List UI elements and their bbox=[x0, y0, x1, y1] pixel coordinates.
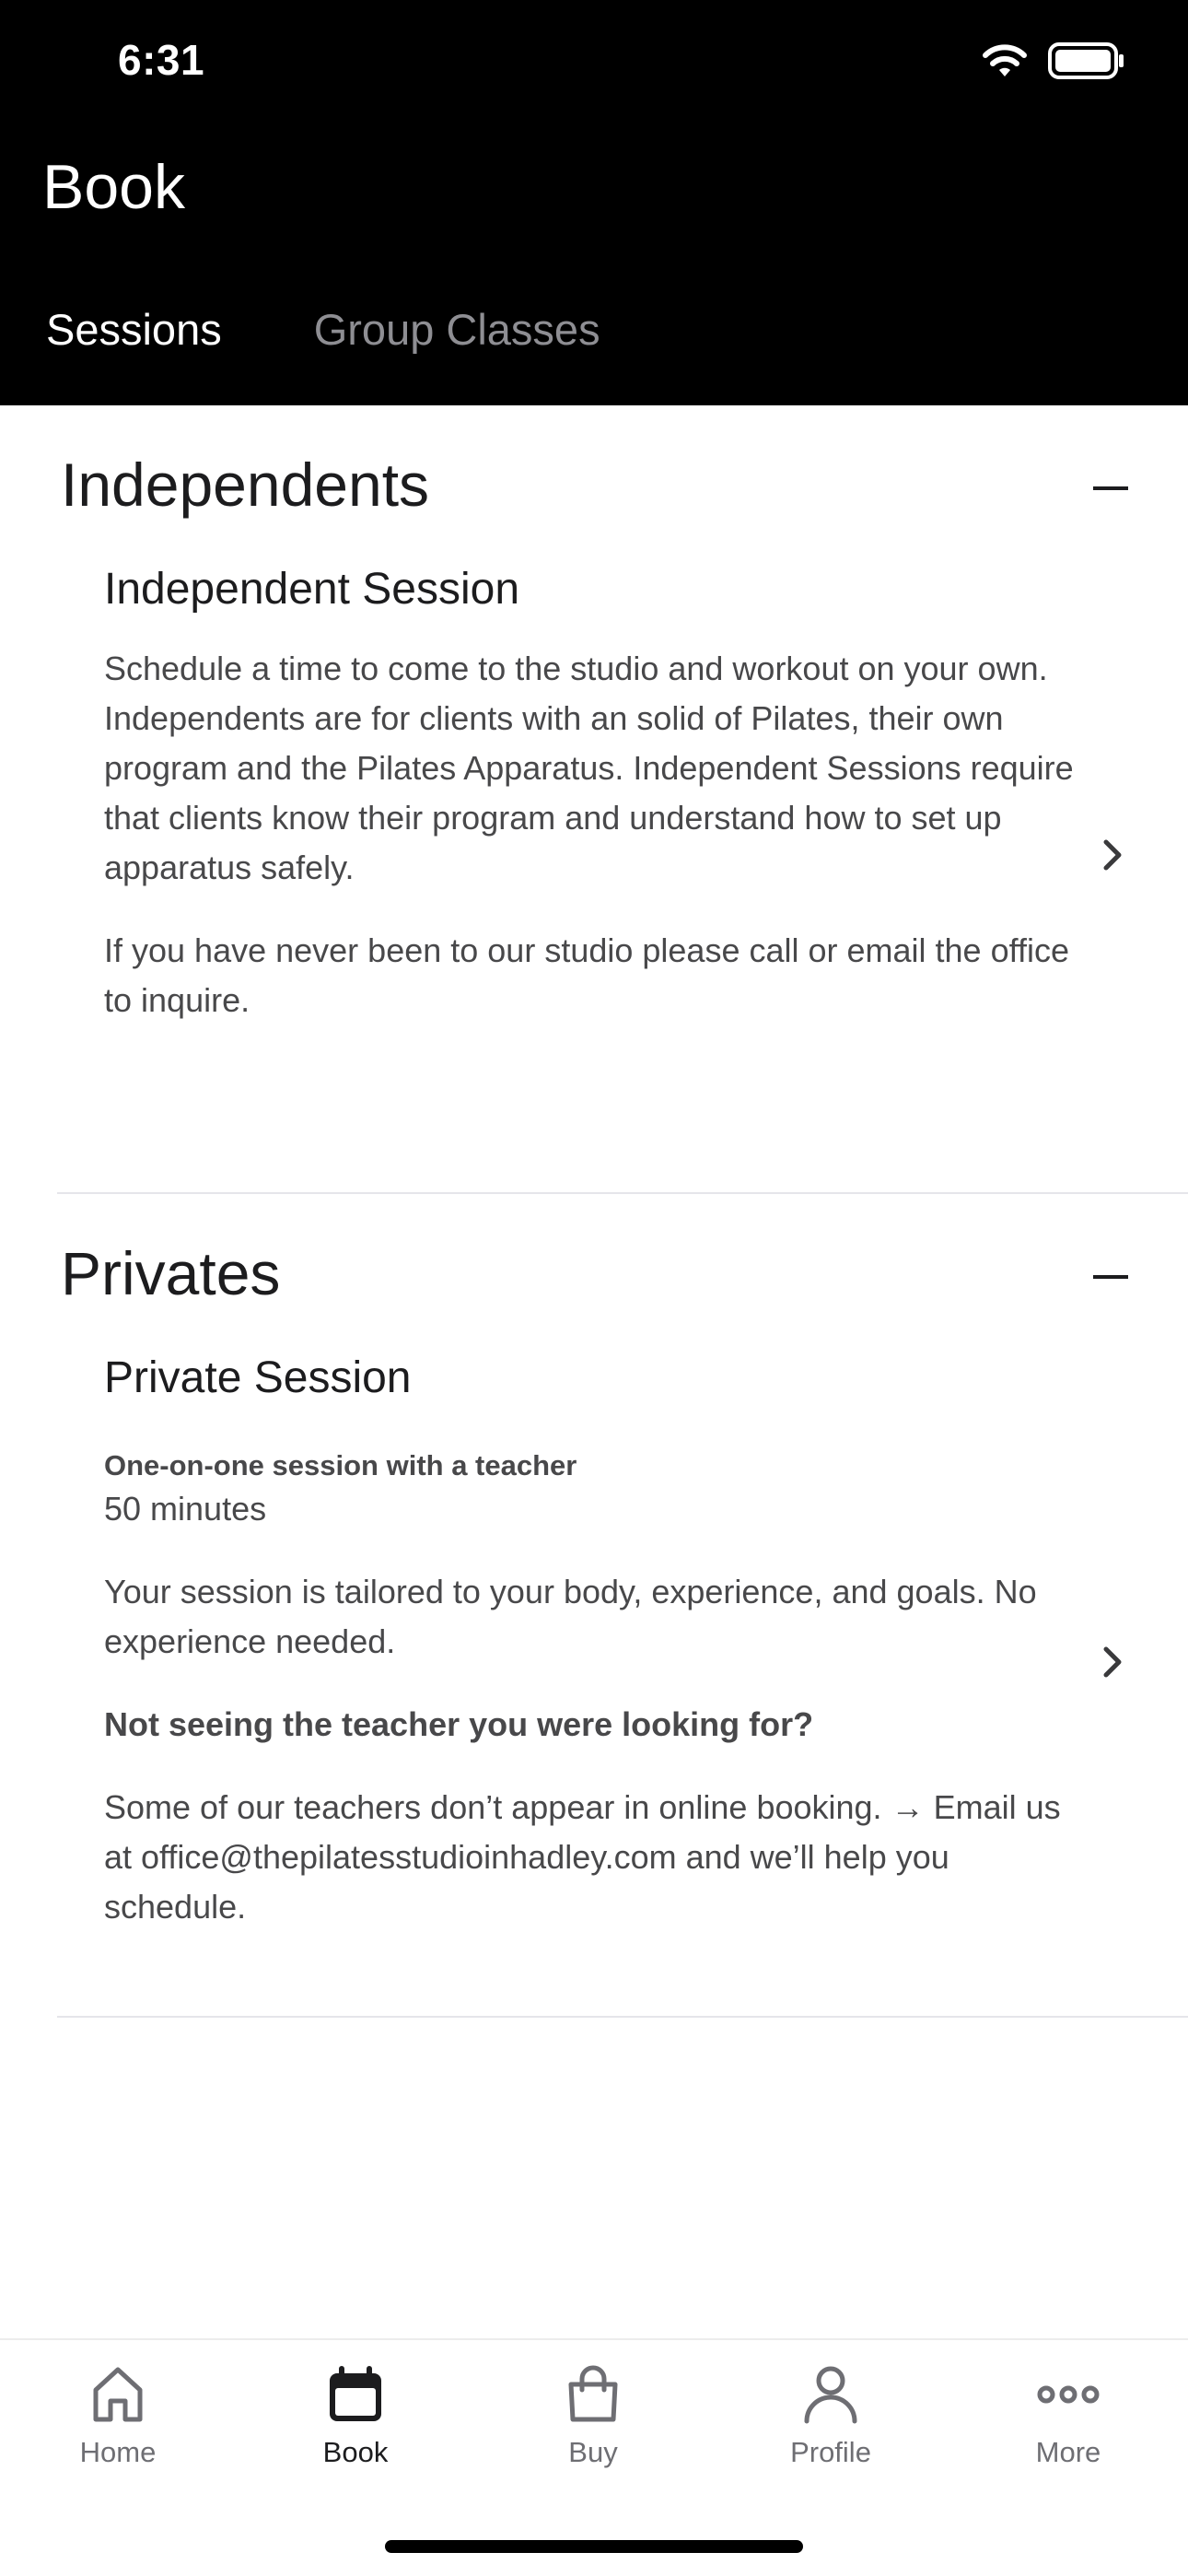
tab-label: Profile bbox=[790, 2436, 871, 2468]
contact-text: Some of our teachers don’t appear in online booking. → Email us at office@thepilatesstudioinhadley.com and we’ll help you schedule. bbox=[104, 1788, 1061, 1926]
collapse-icon[interactable] bbox=[1093, 486, 1128, 490]
more-icon bbox=[985, 2364, 1151, 2425]
tab-label: Home bbox=[79, 2436, 157, 2468]
card-title: Private Session bbox=[104, 1353, 412, 1402]
chevron-right-icon[interactable] bbox=[1099, 1644, 1126, 1685]
tab-home[interactable] bbox=[35, 2364, 201, 2469]
battery-icon bbox=[1048, 42, 1125, 79]
card-title: Independent Session bbox=[104, 565, 520, 614]
tab-buy[interactable] bbox=[510, 2364, 676, 2469]
tab-sessions[interactable]: Sessions bbox=[46, 305, 222, 354]
teacher-note: Not seeing the teacher you were looking for? bbox=[104, 1705, 814, 1743]
divider bbox=[57, 2016, 1188, 2018]
description-text: Schedule a time to come to the studio and workout on your own. Independents are for clients with an solid of Pilates, their own program and the Pilates Apparatus. Independent Sessions require that clients know their program and understand how to set up apparatus safely. bbox=[104, 650, 1074, 886]
header bbox=[0, 0, 1188, 405]
private-session-card[interactable] bbox=[104, 1352, 1089, 1965]
wifi-icon bbox=[982, 43, 1028, 78]
bag-icon bbox=[510, 2364, 676, 2425]
session-subtitle: One-on-one session with a teacher bbox=[104, 1449, 577, 1481]
independent-session-card[interactable] bbox=[104, 564, 1089, 1059]
tab-book[interactable] bbox=[273, 2364, 438, 2469]
inquiry-text: If you have never been to our studio please call or email the office to inquire. bbox=[104, 931, 1069, 1019]
status-icons bbox=[982, 42, 1125, 79]
tab-more[interactable] bbox=[985, 2364, 1151, 2469]
person-icon bbox=[748, 2364, 914, 2425]
tab-label: More bbox=[1035, 2436, 1101, 2468]
collapse-icon[interactable] bbox=[1093, 1275, 1128, 1279]
tab-label: Book bbox=[322, 2436, 389, 2468]
section-title-privates: Privates bbox=[61, 1239, 281, 1307]
description-text: Your session is tailored to your body, experience, and goals. No experience needed. bbox=[104, 1573, 1037, 1660]
segment-tabs bbox=[46, 304, 600, 355]
duration-text: 50 minutes bbox=[104, 1490, 267, 1528]
chevron-right-icon[interactable] bbox=[1099, 837, 1126, 878]
calendar-icon bbox=[273, 2364, 438, 2425]
tab-profile[interactable] bbox=[748, 2364, 914, 2469]
page-title: Book bbox=[42, 152, 185, 222]
tab-group-classes[interactable]: Group Classes bbox=[313, 305, 600, 354]
tab-label: Buy bbox=[568, 2436, 618, 2468]
divider bbox=[57, 1192, 1188, 1194]
status-time: 6:31 bbox=[118, 36, 205, 84]
home-indicator bbox=[385, 2540, 803, 2553]
section-title-independents: Independents bbox=[61, 451, 430, 519]
home-icon bbox=[35, 2364, 201, 2425]
